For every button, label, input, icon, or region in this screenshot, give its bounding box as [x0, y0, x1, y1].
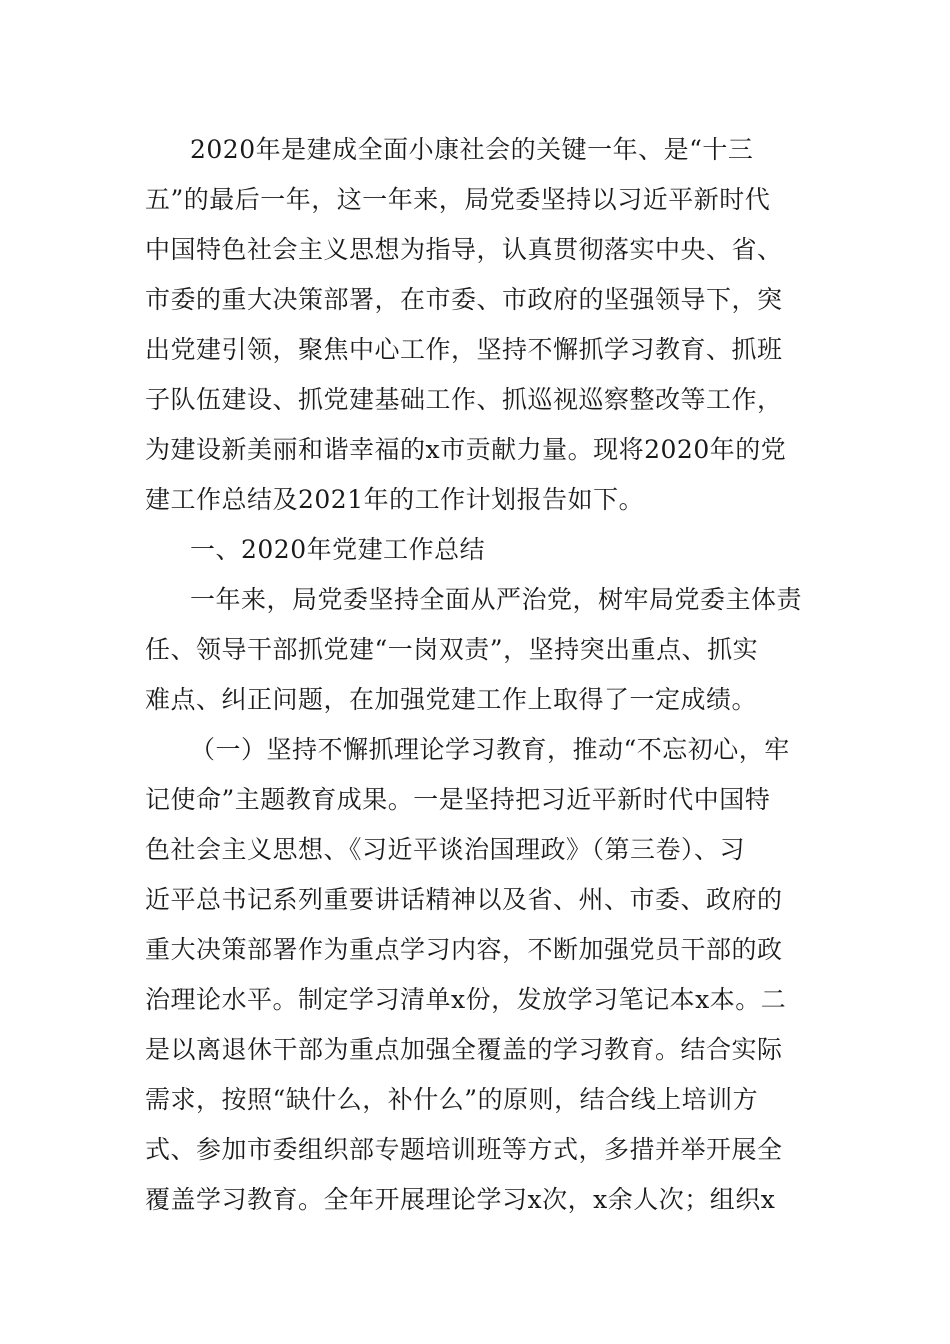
paragraph-line: 一年来，局党委坚持全面从严治党，树牢局党委主体责: [190, 585, 803, 614]
paragraph-line: 治理论水平。制定学习清单x份，发放学习笔记本x本。二: [145, 985, 787, 1014]
paragraph-line: 子队伍建设、抓党建基础工作、抓巡视巡察整改等工作，: [145, 385, 783, 414]
paragraph-line: 市委的重大决策部署，在市委、市政府的坚强领导下，突: [145, 285, 783, 314]
paragraph-line: 式、参加市委组织部专题培训班等方式，多措并举开展全: [145, 1135, 783, 1164]
paragraph-line: 记使命”主题教育成果。一是坚持把习近平新时代中国特: [145, 785, 771, 814]
paragraph-line: 需求，按照“缺什么，补什么”的原则，结合线上培训方: [145, 1085, 759, 1114]
paragraph-line: 为建设新美丽和谐幸福的x市贡献力量。现将2020年的党: [145, 435, 787, 464]
paragraph-line: 重大决策部署作为重点学习内容，不断加强党员干部的政: [145, 935, 783, 964]
paragraph-line: 中国特色社会主义思想为指导，认真贯彻落实中央、省、: [145, 235, 783, 264]
paragraph-line: 出党建引领，聚焦中心工作，坚持不懈抓学习教育、抓班: [145, 335, 783, 364]
paragraph-line: 难点、纠正问题，在加强党建工作上取得了一定成绩。: [145, 685, 758, 714]
paragraph-line: 覆盖学习教育。全年开展理论学习x次，x余人次；组织x: [145, 1185, 776, 1214]
paragraph-line: 是以离退休干部为重点加强全覆盖的学习教育。结合实际: [145, 1035, 783, 1064]
paragraph-line: 建工作总结及2021年的工作计划报告如下。: [145, 485, 645, 514]
paragraph-line: 近平总书记系列重要讲话精神以及省、州、市委、政府的: [145, 885, 783, 914]
subsection-line: （一）坚持不懈抓理论学习教育，推动“不忘初心，牢: [190, 735, 790, 764]
paragraph-line: 任、领导干部抓党建“一岗双责”，坚持突出重点、抓实: [145, 635, 759, 664]
paragraph-line: 色社会主义思想、《习近平谈治国理政》（第三卷）、习: [145, 835, 746, 864]
section-heading: 一、2020年党建工作总结: [190, 535, 486, 564]
paragraph-line: 五”的最后一年，这一年来，局党委坚持以习近平新时代: [145, 185, 771, 214]
paragraph-line: 2020年是建成全面小康社会的关键一年、是“十三: [190, 135, 754, 164]
